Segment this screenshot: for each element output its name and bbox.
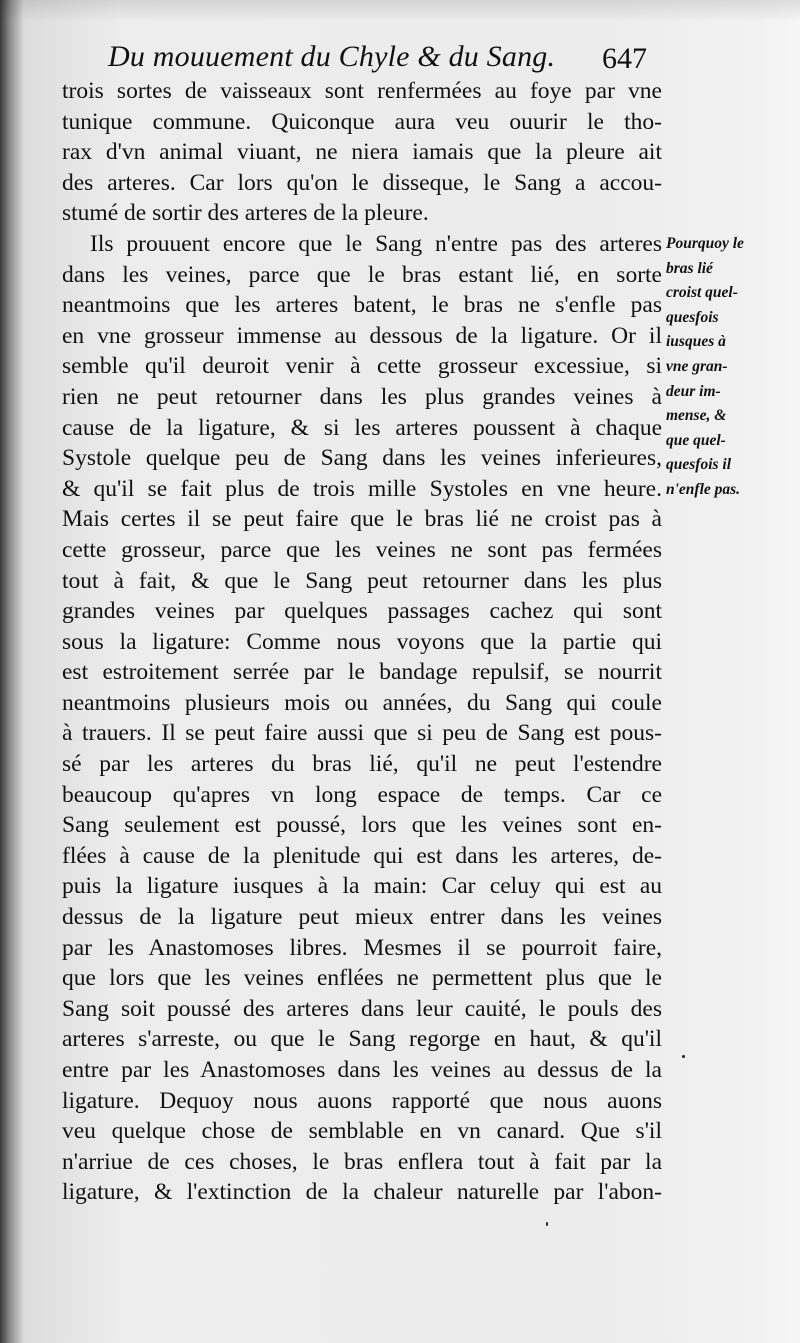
text-line: Sang seulement est poussé, lors que les veines sont en- [62, 812, 662, 839]
text-line: Sang soit poussé des arteres dans leur cauité, le pouls des [62, 995, 662, 1022]
text-line: neantmoins que les arteres batent, le bras ne s'enfle pas [62, 292, 662, 319]
margin-note-line: quesfois [666, 308, 719, 326]
margin-note-line: n'enfle pas. [666, 480, 741, 498]
margin-note-line: iusques à [666, 333, 726, 351]
text-line: stumé de sortir des arteres de la pleure. [62, 200, 429, 227]
text-line: & qu'il se fait plus de trois mille Systoles en vne heure. [62, 475, 662, 502]
ink-speck [546, 1222, 548, 1226]
text-line: à trauers. Il se peut faire aussi que si peu de Sang est pous- [62, 720, 662, 747]
margin-note-line: vne gran- [666, 357, 728, 375]
text-line: beaucoup qu'apres vn long espace de temps. Car ce [62, 781, 662, 808]
text-line: veu quelque chose de semblable en vn canard. Que s'il [62, 1118, 662, 1145]
text-line: en vne grosseur immense au dessous de la ligature. Or il [62, 322, 662, 349]
margin-note-line: Pourquoy le [666, 235, 744, 252]
text-line: puis la ligature iusques à la main: Car celuy qui est au [62, 873, 662, 900]
text-line: tout à fait, & que le Sang peut retourner dans les plus [62, 567, 662, 594]
text-line: sous la ligature: Comme nous voyons que la partie qui [62, 628, 662, 655]
text-line: rien ne peut retourner dans les plus grandes veines à [62, 383, 662, 410]
text-line: arteres s'arreste, ou que le Sang regorge en haut, & qu'il [62, 1026, 662, 1053]
text-line: dessus de la ligature peut mieux entrer dans les veines [62, 904, 662, 931]
text-line: ligature, & l'extinction de la chaleur naturelle par l'abon- [62, 1179, 662, 1206]
text-line: que lors que les veines enflées ne permettent plus que le [62, 965, 662, 992]
margin-note-line: mense, & [666, 407, 727, 425]
text-line: ligature. Dequoy nous auons rapporté que nous auons [62, 1087, 662, 1114]
text-line: tunique commune. Quiconque aura veu ouurir le tho- [62, 108, 662, 135]
text-line: par les Anastomoses libres. Mesmes il se pourroit faire, [62, 934, 662, 961]
text-line: entre par les Anastomoses dans les veines au dessus de la [62, 1057, 662, 1083]
text-line: Ils prouuent encore que le Sang n'entre pas des arteres [90, 230, 662, 257]
text-line: est estroitement serrée par le bandage repulsif, se nourrit [62, 659, 662, 686]
margin-note-line: bras lié [666, 259, 713, 277]
text-line: rax d'vn animal viuant, ne niera iamais que la pleure ait [62, 139, 662, 166]
text-line: neantmoins plusieurs mois ou années, du Sang qui coule [62, 689, 662, 716]
text-line: cette grosseur, parce que les veines ne sont pas fermées [62, 536, 662, 563]
text-line: flées à cause de la plenitude qui est dans les arteres, de- [62, 842, 662, 869]
margin-note-line: que quel- [666, 431, 726, 449]
scan-shadow [0, 0, 800, 22]
text-line: sé par les arteres du bras lié, qu'il ne peut l'estendre [62, 751, 662, 778]
text-line: trois sortes de vaisseaux sont renfermées au foye par vne [62, 78, 662, 104]
running-title: Du mouuement du Chyle & du Sang. [108, 40, 556, 73]
text-line: Systole quelque peu de Sang dans les veines inferieures, [62, 445, 662, 472]
text-line: n'arriue de ces choses, le bras enflera tout à fait par la [62, 1148, 662, 1175]
margin-note-line: croist quel- [666, 284, 738, 302]
page-number: 647 [602, 42, 647, 75]
body-text [62, 76, 662, 1208]
text-line: cause de la ligature, & si les arteres poussent à chaque [62, 414, 662, 441]
margin-note-line: quesfois il [666, 456, 732, 474]
text-line: des arteres. Car lors qu'on le disseque, le Sang a accou- [62, 169, 662, 196]
margin-note [666, 232, 794, 503]
text-line: Mais certes il se peut faire que le bras lié ne croist pas à [62, 506, 662, 533]
text-line: grandes veines par quelques passages cachez qui sont [62, 598, 662, 625]
ink-speck [682, 1055, 685, 1058]
text-line: dans les veines, parce que le bras estant lié, en sorte [62, 261, 662, 288]
text-line: semble qu'il deuroit venir à cette grosseur excessiue, si [62, 353, 662, 380]
margin-note-line: deur im- [666, 382, 721, 400]
